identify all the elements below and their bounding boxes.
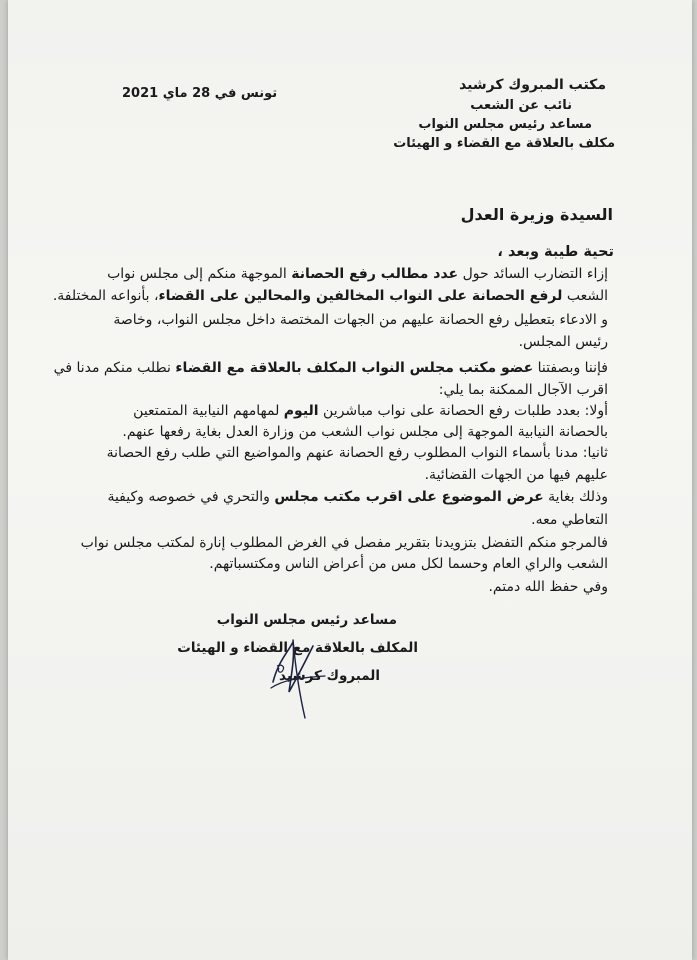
body-line-8: بالحصانة النيابية الموجهة إلى مجلس نواب الشعب من وزارة العدل بغاية رفعها عنهم. — [122, 424, 608, 440]
body-line-1-b: عدد مطالب رفع الحصانة — [291, 266, 459, 282]
greeting: تحية طيبة وبعد ، — [497, 244, 614, 260]
header-line-1: نائب عن الشعب — [470, 98, 572, 113]
recipient: السيدة وزيرة العدل — [460, 205, 613, 224]
body-line-13: فالمرجو منكم التفضل بتزويدنا بتقرير مفصل في الغرض المطلوب إنارة لمكتب مجلس نواب — [80, 535, 608, 551]
body-line-5-b: عضو مكتب مجلس النواب المكلف بالعلاقة مع القضاء — [175, 360, 534, 376]
body-line-2-c: ، بأنواعه المختلفة. — [52, 288, 159, 304]
header-line-3: مكلف بالعلاقة مع القضاء و الهيئات — [393, 136, 615, 151]
body-line-9: ثانيا: مدنا بأسماء النواب المطلوب رفع الحصانة عنهم والمواضيع التي طلب رفع الحصانة — [106, 445, 608, 461]
handwritten-signature — [233, 622, 363, 722]
body-line-15: وفي حفظ الله دمتم. — [488, 579, 608, 595]
body-line-11-b: عرض الموضوع على اقرب مكتب مجلس — [274, 489, 544, 505]
body-line-4: رئيس المجلس. — [518, 334, 608, 350]
body-line-2 — [53, 288, 608, 305]
body-line-1-a: إزاء التضارب السائد حول — [458, 266, 608, 282]
signature-line-1: مساعد رئيس مجلس النواب — [216, 612, 397, 628]
body-line-5-a: فإننا وبصفتنا — [533, 360, 608, 376]
body-line-14: الشعب والراي العام وحسما لكل مس من أعراض الناس ومكتسباتهم. — [209, 556, 608, 572]
header-office-name: مكتب المبروك كرشيد — [459, 77, 606, 93]
body-line-1-c: الموجهة منكم إلى مجلس نواب — [107, 266, 292, 282]
body-line-2-b: لرفع الحصانة على النواب المخالفين والمحالين على القضاء — [158, 288, 563, 304]
body-line-10: عليهم فيها من الجهات القضائية. — [424, 467, 608, 483]
body-line-12: التعاطي معه. — [531, 512, 608, 528]
signature-line-2: المكلف بالعلاقة مع القضاء و الهيئات — [177, 640, 418, 656]
body-line-1 — [107, 266, 608, 283]
body-line-6: اقرب الآجال الممكنة بما يلي: — [438, 382, 608, 398]
body-line-3: و الادعاء بتعطيل رفع الحصانة عليهم من الجهات المختصة داخل مجلس النواب، وخاصة — [113, 312, 608, 328]
letter-page — [8, 0, 692, 960]
body-line-7 — [133, 403, 608, 420]
place-date: تونس في 28 ماي 2021 — [122, 86, 278, 101]
body-line-11-c: والتحري في خصوصه وكيفية — [107, 489, 275, 505]
body-line-7-b: اليوم — [283, 403, 319, 419]
body-line-5 — [54, 360, 608, 377]
body-line-11 — [107, 489, 608, 506]
body-line-11-a: وذلك بغاية — [543, 489, 608, 505]
body-line-7-c: لمهامهم النيابية المتمتعين — [133, 403, 284, 419]
signature-line-3: المبروك كرشيد — [279, 668, 380, 684]
body-line-7-a: أولا: بعدد طلبات رفع الحصانة على نواب مباشرين — [318, 403, 608, 419]
body-line-5-c: نطلب منكم مدنا في — [53, 360, 176, 376]
body-line-2-a: الشعب — [562, 288, 608, 304]
header-line-2: مساعد رئيس مجلس النواب — [418, 117, 592, 132]
